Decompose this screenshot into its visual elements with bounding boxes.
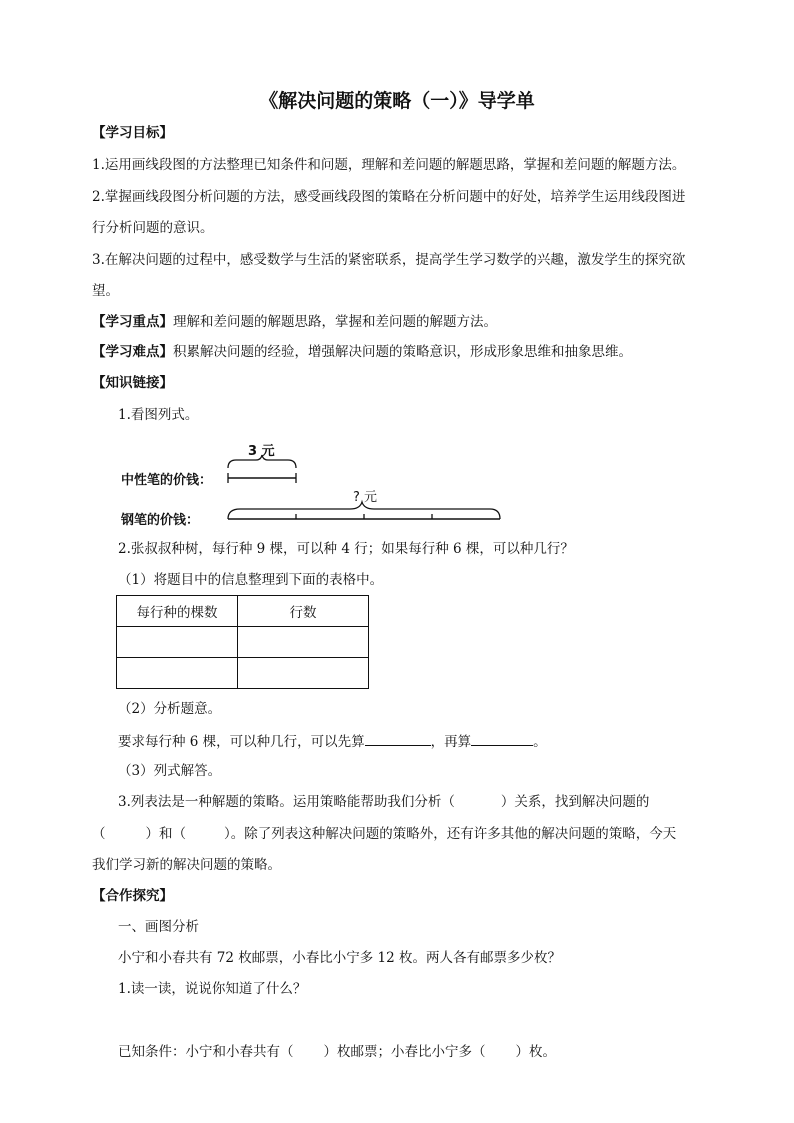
info-table: [116, 595, 369, 689]
explore-section1: 一、画图分析: [118, 919, 199, 935]
table-cell[interactable]: [117, 658, 238, 689]
step2-text-b: ，再算: [430, 734, 472, 750]
diagram-row2-value: ? 元: [353, 490, 378, 505]
explore-step1: 1.读一读，说说你知道了什么？: [118, 981, 307, 997]
step2-text-c: 。: [533, 734, 547, 750]
table-row: [117, 627, 369, 658]
knowledge-q1: 1.看图列式。: [118, 407, 199, 423]
q3-text-b: ）关系，找到解决问题的: [500, 794, 650, 810]
answer-blank-1[interactable]: [365, 731, 431, 746]
explore-heading: 【合作探究】: [92, 888, 173, 904]
objective-3-line2: 望。: [92, 283, 119, 299]
key-point-text: 理解和差问题的解题思路，掌握和差问题的解题方法。: [173, 314, 497, 330]
q3-text-a: 3.列表法是一种解题的策略。运用策略能帮助我们分析（: [118, 794, 455, 810]
objectives-heading: 【学习目标】: [92, 125, 173, 141]
table-header-cell: 行数: [238, 596, 369, 627]
knowledge-q2-step3: （3）列式解答。: [118, 763, 222, 779]
key-point-label: 【学习重点】: [92, 314, 173, 330]
table-header-cell: 每行种的棵数: [117, 596, 238, 627]
brace-3yuan: [228, 455, 296, 468]
table-row: [117, 658, 369, 689]
knowledge-q2-step1: （1）将题目中的信息整理到下面的表格中。: [118, 572, 384, 588]
knowledge-q2-step2: （2）分析题意。: [118, 701, 222, 717]
diagram-row1-label: 中性笔的价钱：: [121, 473, 213, 488]
knowledge-q2-step2-text: [118, 731, 547, 751]
known-text-b: ）枚邮票；小春比小宁多（: [323, 1044, 486, 1060]
objective-2-line1: 2.掌握画线段图分析问题的方法，感受画线段图的策略在分析问题中的好处，培养学生运用线段图进: [92, 189, 686, 205]
table-cell[interactable]: [238, 658, 369, 689]
knowledge-q3-line3: 我们学习新的解决问题的策略。: [92, 857, 281, 873]
difficulty-label: 【学习难点】: [92, 344, 173, 360]
explore-problem: 小宁和小春共有 72 枚邮票，小春比小宁多 12 枚。两人各有邮票多少枚？: [118, 950, 562, 966]
knowledge-q3-line2: [92, 825, 676, 843]
diagram-top-value: 3 元: [248, 444, 275, 459]
table-header-row: [117, 596, 369, 627]
q3-text-e: ）。除了列表这种解决问题的策略外，还有许多其他的解决问题的策略，今天: [224, 826, 677, 842]
knowledge-heading: 【知识链接】: [92, 375, 173, 391]
explore-known-conditions: [118, 1043, 556, 1061]
known-text-a: 已知条件：小宁和小春共有（: [118, 1044, 294, 1060]
difficulty-text: 积累解决问题的经验，增强解决问题的策略意识，形成形象思维和抽象思维。: [173, 344, 632, 360]
q3-text-c: （: [92, 826, 106, 842]
objective-1: 1.运用画线段图的方法整理已知条件和问题，理解和差问题的解题思路，掌握和差问题的解题方法。: [92, 157, 686, 173]
page-title: 《解决问题的策略（一）》导学单: [259, 90, 535, 112]
known-text-c: ）枚。: [515, 1044, 556, 1060]
table-cell[interactable]: [117, 627, 238, 658]
diagram-row2-label: 钢笔的价钱：: [121, 513, 200, 528]
knowledge-q3-line1: [118, 793, 649, 811]
step2-text-a: 要求每行种 6 棵，可以种几行，可以先算: [118, 734, 365, 750]
answer-blank-2[interactable]: [471, 731, 533, 746]
table-cell[interactable]: [238, 627, 369, 658]
q3-text-d: ）和（: [145, 826, 186, 842]
knowledge-q2: 2.张叔叔种树，每行种 9 棵，可以种 4 行；如果每行种 6 棵，可以种几行？: [118, 541, 574, 557]
objective-3-line1: 3.在解决问题的过程中，感受数学与生活的紧密联系，提高学生学习数学的兴趣，激发学生的探究欲: [92, 252, 686, 268]
objective-2-line2: 行分析问题的意识。: [92, 220, 214, 236]
